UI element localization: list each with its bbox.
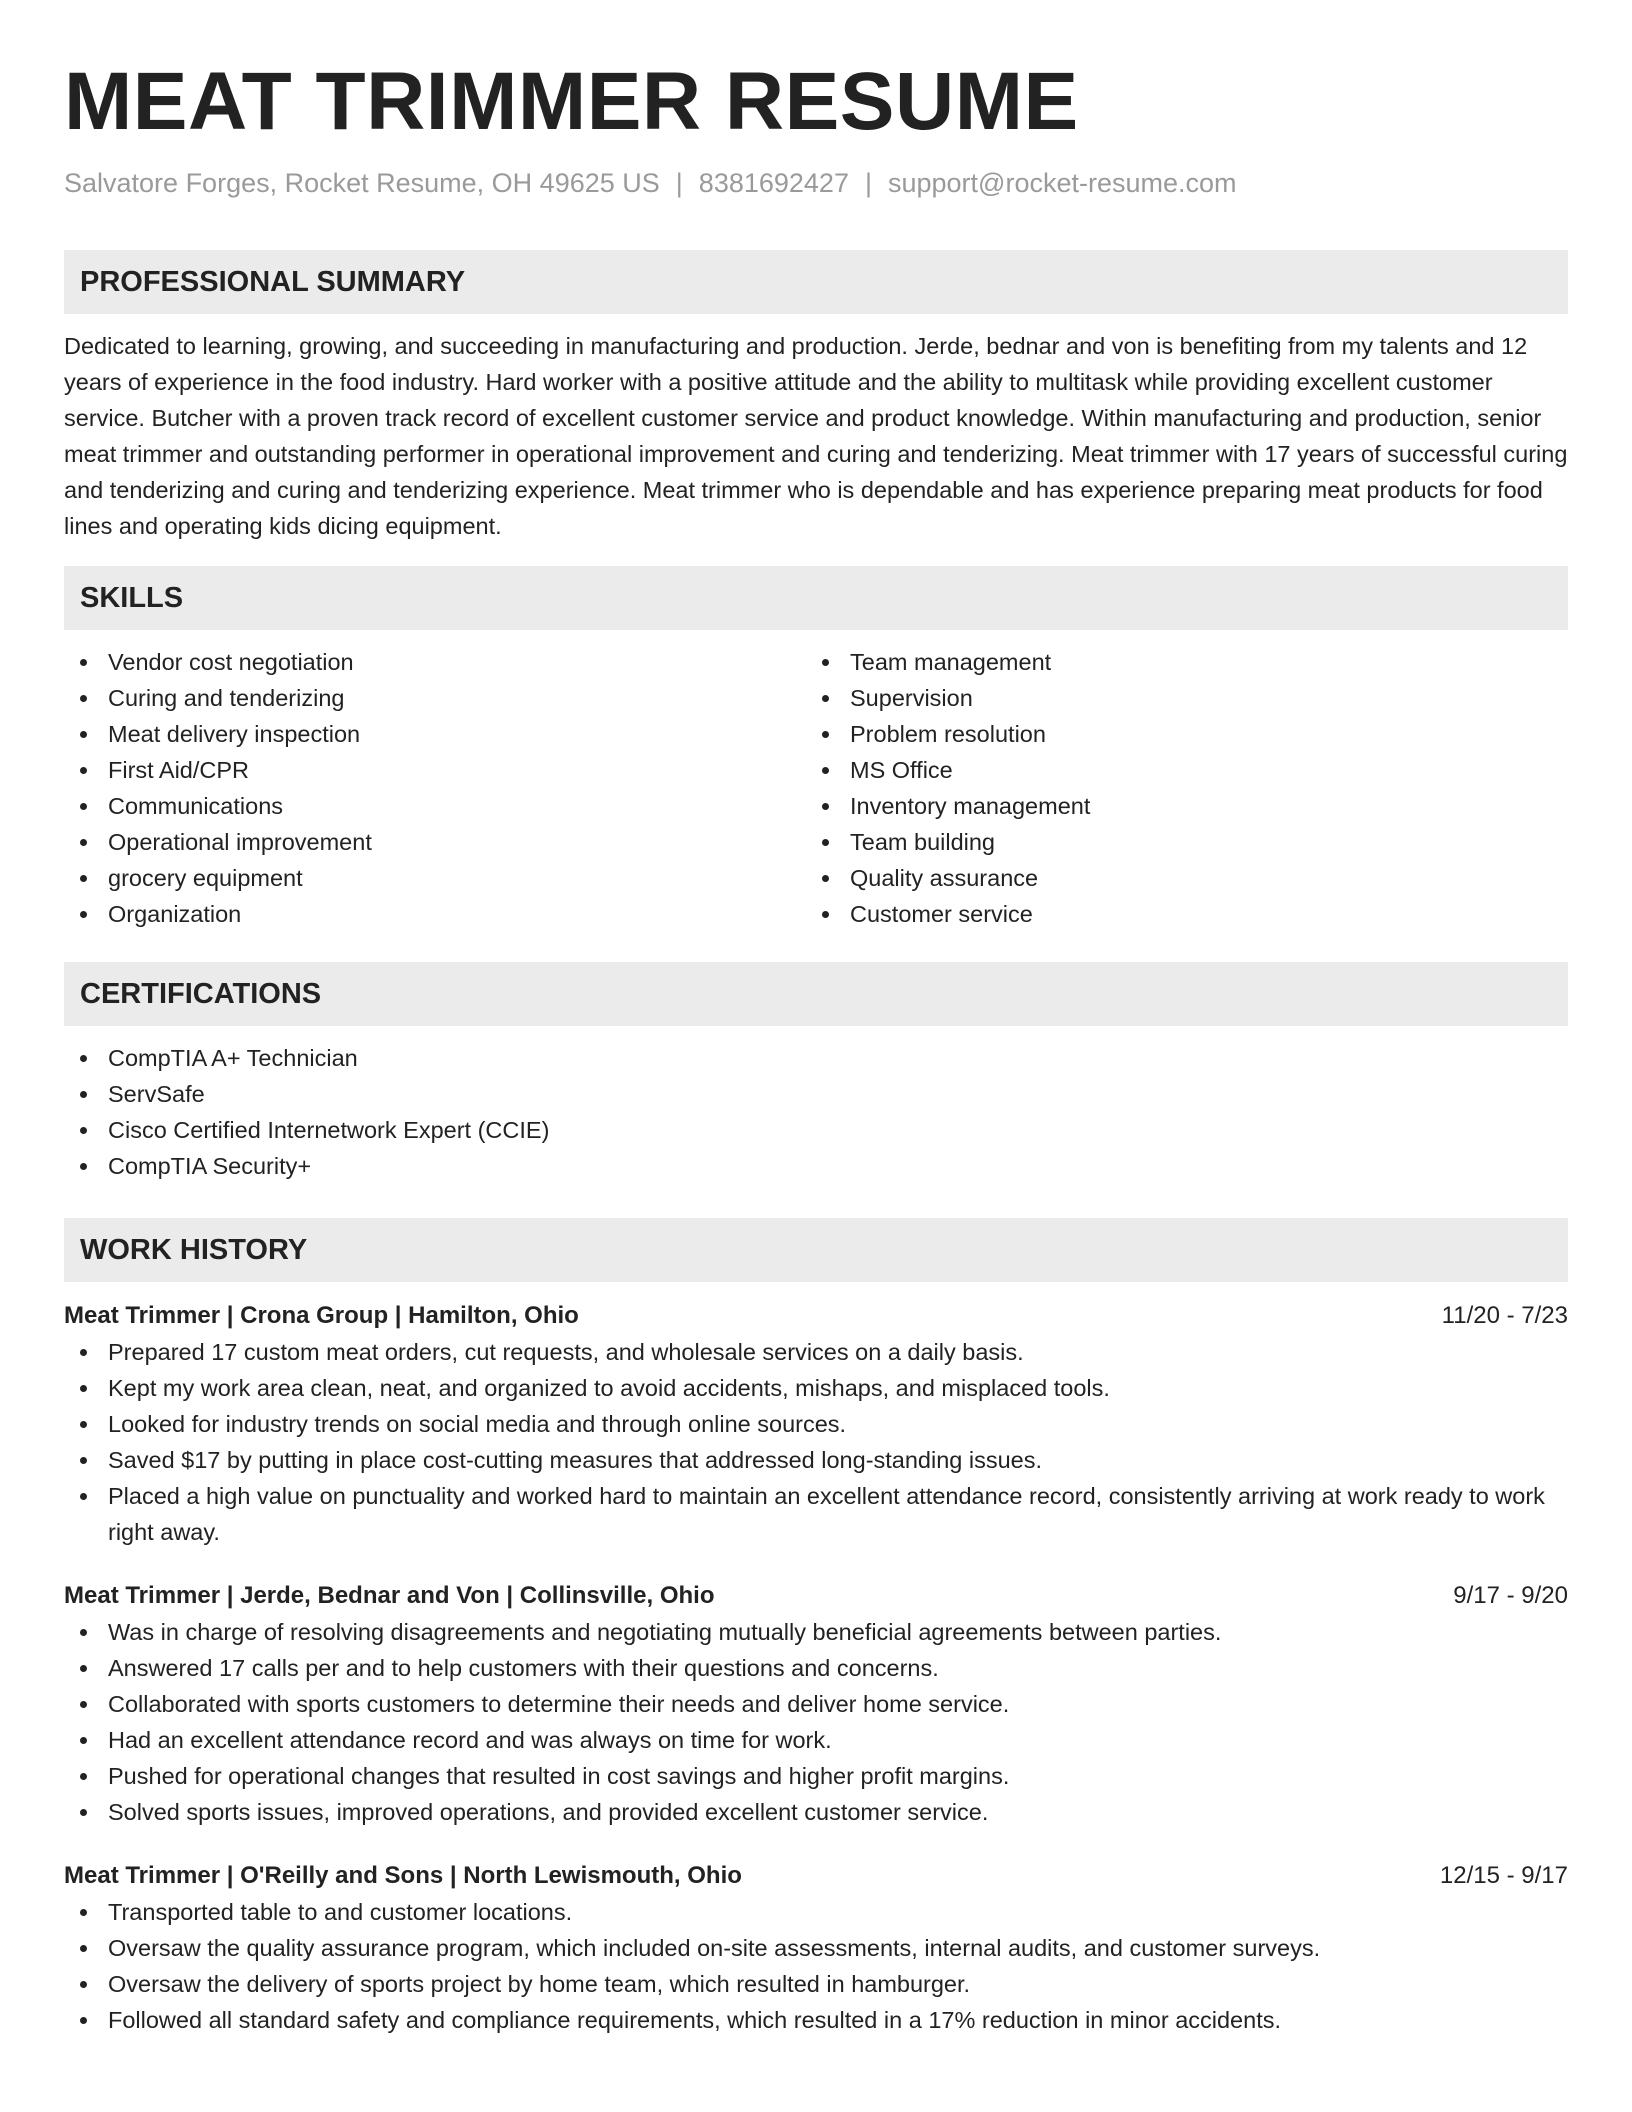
job-bullet: Collaborated with sports customers to determine their needs and deliver home service. <box>64 1686 1568 1722</box>
section-heading-certifications: CERTIFICATIONS <box>64 962 1568 1026</box>
job-entry <box>64 1578 1568 1830</box>
job-entry <box>64 1858 1568 2038</box>
job-bullet: Solved sports issues, improved operations, and provided excellent customer service. <box>64 1794 1568 1830</box>
job-header <box>64 1578 1568 1614</box>
job-bullet: Oversaw the quality assurance program, which included on-site assessments, internal audits, and customer surveys. <box>64 1930 1568 1966</box>
section-heading-summary: PROFESSIONAL SUMMARY <box>64 250 1568 314</box>
job-title: Meat Trimmer | Crona Group | Hamilton, Ohio <box>64 1302 579 1329</box>
job-header <box>64 1858 1568 1894</box>
job-entry <box>64 1298 1568 1550</box>
certification-item: CompTIA Security+ <box>64 1148 1568 1184</box>
skill-item: grocery equipment <box>64 860 806 896</box>
job-bullet: Was in charge of resolving disagreements and negotiating mutually beneficial agreements between parties. <box>64 1614 1568 1650</box>
skill-item: First Aid/CPR <box>64 752 806 788</box>
job-bullet: Transported table to and customer locations. <box>64 1894 1568 1930</box>
job-bullet: Followed all standard safety and compliance requirements, which resulted in a 17% reduction in minor accidents. <box>64 2002 1568 2038</box>
skill-item: Team building <box>806 824 1548 860</box>
skill-item: Supervision <box>806 680 1548 716</box>
job-bullet: Had an excellent attendance record and was always on time for work. <box>64 1722 1568 1758</box>
skill-item: Vendor cost negotiation <box>64 644 806 680</box>
contact-email: support@rocket-resume.com <box>887 168 1237 198</box>
skill-item: Operational improvement <box>64 824 806 860</box>
job-header <box>64 1298 1568 1334</box>
job-bullet: Placed a high value on punctuality and worked hard to maintain an excellent attendance record, consistently arriving at work ready to work right away. <box>64 1478 1568 1550</box>
resume-page <box>64 56 1568 2038</box>
job-bullet: Pushed for operational changes that resulted in cost savings and higher profit margins. <box>64 1758 1568 1794</box>
certification-item: ServSafe <box>64 1076 1568 1112</box>
skills-column-right <box>806 644 1548 932</box>
job-bullet: Saved $17 by putting in place cost-cutting measures that addressed long-standing issues. <box>64 1442 1568 1478</box>
job-title: Meat Trimmer | Jerde, Bednar and Von | Collinsville, Ohio <box>64 1582 715 1609</box>
skills-column-left <box>64 644 806 932</box>
skill-item: Inventory management <box>806 788 1548 824</box>
section-heading-work-history: WORK HISTORY <box>64 1218 1568 1282</box>
job-bullet: Answered 17 calls per and to help customers with their questions and concerns. <box>64 1650 1568 1686</box>
skill-item: Curing and tenderizing <box>64 680 806 716</box>
skills-list <box>64 644 1568 932</box>
skill-item: MS Office <box>806 752 1548 788</box>
job-title: Meat Trimmer | O'Reilly and Sons | North Lewismouth, Ohio <box>64 1862 742 1889</box>
contact-separator: | <box>675 168 683 198</box>
job-dates: 11/20 - 7/23 <box>1441 1302 1568 1329</box>
summary-text: Dedicated to learning, growing, and succeeding in manufacturing and production. Jerde, bednar and von is benefiting from my talents and 12 years of experience in the food industry. Hard worker with a positive attitude and the ability to multitask while providing excellent customer service. Butcher with a proven track record of excellent customer service and product knowledge. Within manufacturing and production, senior meat trimmer and outstanding performer in operational improvement and curing and tenderizing. Meat trimmer with 17 years of successful curing and tenderizing and curing and tenderizing experience. Meat trimmer who is dependable and has experience preparing meat products for food lines and operating kids dicing equipment. <box>64 333 1568 539</box>
skill-item: Customer service <box>806 896 1548 932</box>
skill-item: Problem resolution <box>806 716 1548 752</box>
skill-item: Team management <box>806 644 1548 680</box>
contact-address: Salvatore Forges, Rocket Resume, OH 49625 US <box>64 168 660 198</box>
job-bullets <box>64 1614 1568 1830</box>
contact-separator: | <box>864 168 872 198</box>
job-bullet: Prepared 17 custom meat orders, cut requests, and wholesale services on a daily basis. <box>64 1334 1568 1370</box>
contact-line <box>64 166 1568 200</box>
job-bullets <box>64 1894 1568 2038</box>
skill-item: Communications <box>64 788 806 824</box>
section-heading-skills: SKILLS <box>64 566 1568 630</box>
job-dates: 12/15 - 9/17 <box>1439 1862 1568 1889</box>
certification-item: Cisco Certified Internetwork Expert (CCIE) <box>64 1112 1568 1148</box>
skill-item: Quality assurance <box>806 860 1548 896</box>
resume-title: MEAT TRIMMER RESUME <box>64 56 1079 147</box>
skill-item: Meat delivery inspection <box>64 716 806 752</box>
job-bullets <box>64 1334 1568 1550</box>
certifications-list <box>64 1040 1568 1184</box>
job-bullet: Looked for industry trends on social media and through online sources. <box>64 1406 1568 1442</box>
job-dates: 9/17 - 9/20 <box>1453 1582 1568 1609</box>
job-bullet: Kept my work area clean, neat, and organized to avoid accidents, mishaps, and misplaced tools. <box>64 1370 1568 1406</box>
job-bullet: Oversaw the delivery of sports project by home team, which resulted in hamburger. <box>64 1966 1568 2002</box>
contact-phone: 8381692427 <box>698 168 849 198</box>
skill-item: Organization <box>64 896 806 932</box>
certification-item: CompTIA A+ Technician <box>64 1040 1568 1076</box>
